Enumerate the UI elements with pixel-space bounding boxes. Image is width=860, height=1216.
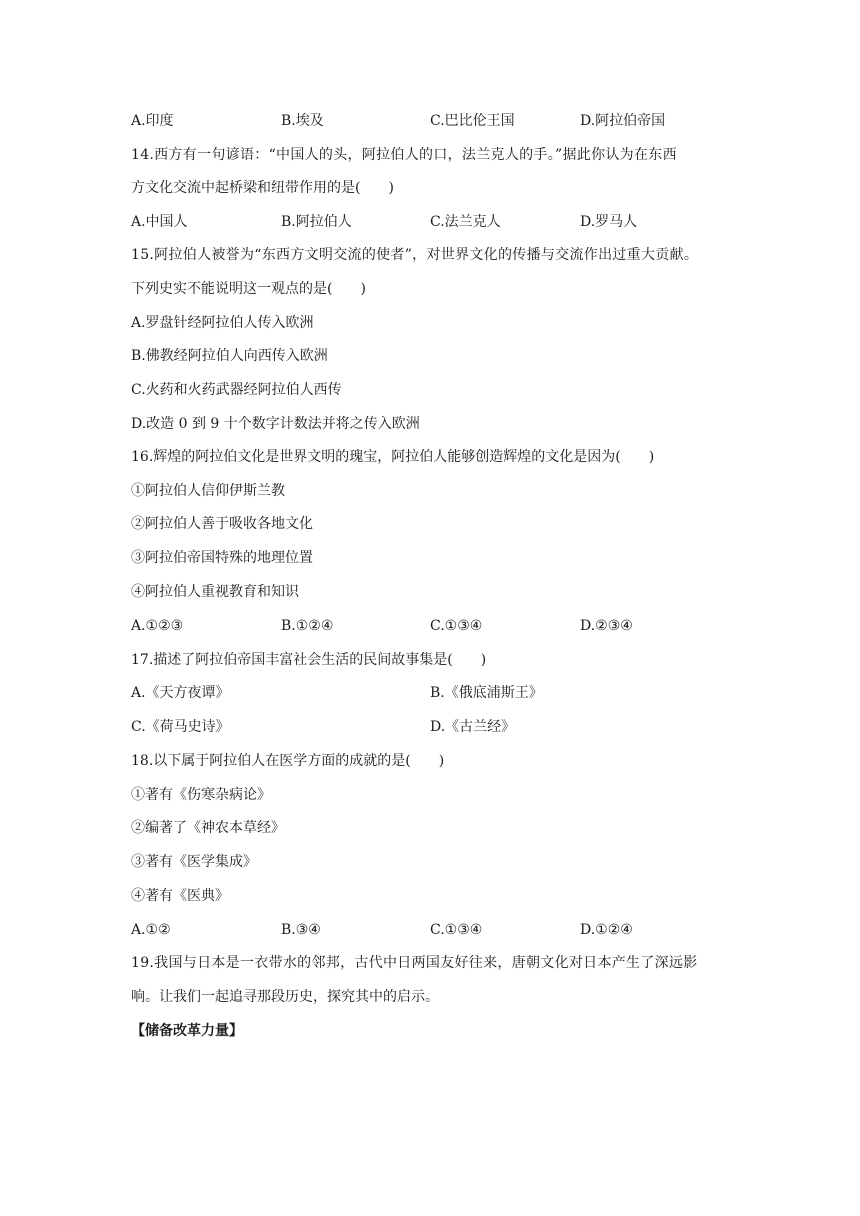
q16-option-c: C.①③④ bbox=[430, 618, 483, 634]
q14-option-d: D.罗马人 bbox=[580, 214, 638, 230]
q16-item-3: ③阿拉伯帝国特殊的地理位置 bbox=[131, 550, 313, 566]
q14-option-a: A.中国人 bbox=[131, 214, 188, 230]
q18-item-4: ④著有《医典》 bbox=[131, 888, 229, 904]
q14-option-b: B.阿拉伯人 bbox=[281, 214, 352, 230]
q18-option-a: A.①② bbox=[131, 922, 171, 938]
q18-item-3: ③著有《医学集成》 bbox=[131, 854, 257, 870]
q16-option-d: D.②③④ bbox=[580, 618, 633, 634]
q16-option-a: A.①②③ bbox=[131, 618, 184, 634]
q13-option-a: A.印度 bbox=[131, 113, 174, 129]
q19-stem-line1: 19.我国与日本是一衣带水的邻邦，古代中日两国友好往来，唐朝文化对日本产生了深远影 bbox=[131, 955, 698, 971]
q14-option-c: C.法兰克人 bbox=[430, 214, 501, 230]
q18-option-d: D.①②④ bbox=[580, 922, 633, 938]
q16-item-2: ②阿拉伯人善于吸收各地文化 bbox=[131, 516, 313, 532]
q15-option-c: C.火药和火药武器经阿拉伯人西传 bbox=[131, 382, 342, 398]
q16-stem: 16.辉煌的阿拉伯文化是世界文明的瑰宝，阿拉伯人能够创造辉煌的文化是因为( ) bbox=[131, 449, 655, 465]
q13-option-b: B.埃及 bbox=[281, 113, 324, 129]
q15-option-d: D.改造 0 到 9 十个数字计数法并将之传入欧洲 bbox=[131, 416, 420, 432]
q19-stem-line2: 响。让我们一起追寻那段历史，探究其中的启示。 bbox=[131, 989, 439, 1005]
q16-option-b: B.①②④ bbox=[281, 618, 334, 634]
q18-stem: 18.以下属于阿拉伯人在医学方面的成就的是( ) bbox=[131, 753, 445, 769]
q16-item-1: ①阿拉伯人信仰伊斯兰教 bbox=[131, 483, 285, 499]
q17-option-c: C.《荷马史诗》 bbox=[131, 719, 230, 735]
q15-option-b: B.佛教经阿拉伯人向西传入欧洲 bbox=[131, 348, 328, 364]
q15-stem-line1: 15.阿拉伯人被誉为“东西方文明交流的使者”，对世界文化的传播与交流作出过重大贡献。 bbox=[131, 247, 699, 263]
q17-option-a: A.《天方夜谭》 bbox=[131, 685, 230, 701]
q14-stem-line1: 14.西方有一句谚语：“中国人的头，阿拉伯人的口，法兰克人的手。”据此你认为在东西 bbox=[131, 147, 677, 163]
q18-item-1: ①著有《伤寒杂病论》 bbox=[131, 787, 271, 803]
q19-section-heading: 【储备改革力量】 bbox=[131, 1023, 243, 1039]
q18-option-c: C.①③④ bbox=[430, 922, 483, 938]
q18-option-b: B.③④ bbox=[281, 922, 321, 938]
q17-option-b: B.《俄底浦斯王》 bbox=[430, 685, 543, 701]
q15-option-a: A.罗盘针经阿拉伯人传入欧洲 bbox=[131, 315, 314, 331]
q13-option-d: D.阿拉伯帝国 bbox=[580, 113, 666, 129]
q13-option-c: C.巴比伦王国 bbox=[430, 113, 515, 129]
q18-item-2: ②编著了《神农本草经》 bbox=[131, 820, 285, 836]
q17-option-d: D.《古兰经》 bbox=[430, 719, 516, 735]
q17-stem: 17.描述了阿拉伯帝国丰富社会生活的民间故事集是( ) bbox=[131, 652, 487, 668]
q15-stem-line2: 下列史实不能说明这一观点的是( ) bbox=[131, 281, 366, 297]
q16-item-4: ④阿拉伯人重视教育和知识 bbox=[131, 584, 299, 600]
q14-stem-line2: 方文化交流中起桥梁和纽带作用的是( ) bbox=[131, 180, 394, 196]
